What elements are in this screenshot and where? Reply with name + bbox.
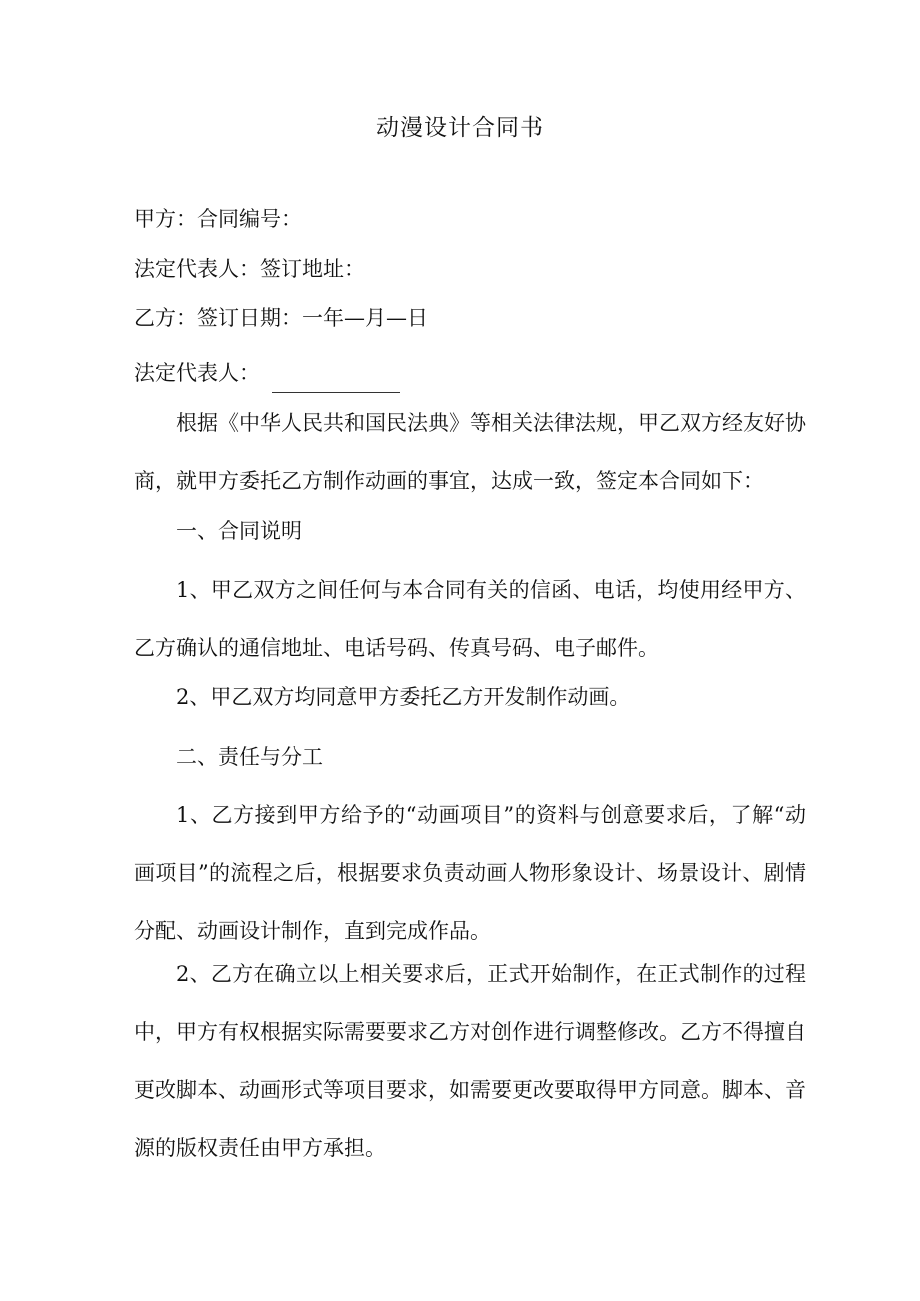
party-a-line: 甲方：合同编号： xyxy=(134,207,302,231)
section-2-item-2: 2、乙方在确立以上相关要求后，正式开始制作，在正式制作的过程中，甲方有权根据实际需要要求乙方对创作进行调整修改。乙方不得擅自更改脚本、动画形式等项目要求，如需要更改要取得甲方同意。脚本、音源的版权责任由甲方承担。 xyxy=(134,962,806,1160)
signature-blank xyxy=(272,368,400,393)
intro-paragraph: 根据《中华人民共和国民法典》等相关法律法规，甲乙双方经友好协商，就甲方委托乙方制作动画的事宜，达成一致，签定本合同如下： xyxy=(134,411,806,493)
section-1-heading: 一、合同说明 xyxy=(176,519,302,543)
section-2-item-1: 1、乙方接到甲方给予的“动画项目”的资料与创意要求后，了解“动画项目”的流程之后，根据要求负责动画人物形象设计、场景设计、剧情分配、动画设计制作，直到完成作品。 xyxy=(134,803,806,943)
section-1-item-1: 1、甲乙双方之间任何与本合同有关的信函、电话，均使用经甲方、乙方确认的通信地址、电话号码、传真号码、电子邮件。 xyxy=(134,578,806,660)
section-2-heading: 二、责任与分工 xyxy=(176,745,323,769)
section-1-item-2: 2、甲乙双方均同意甲方委托乙方开发制作动画。 xyxy=(176,685,631,709)
party-b-line: 乙方：签订日期：一年—月—日 xyxy=(134,306,428,330)
rep-b-label: 法定代表人： xyxy=(134,361,260,385)
document-title: 动漫设计合同书 xyxy=(376,115,544,141)
rep-a-line: 法定代表人：签订地址： xyxy=(134,257,365,281)
rep-b-line xyxy=(134,353,400,393)
